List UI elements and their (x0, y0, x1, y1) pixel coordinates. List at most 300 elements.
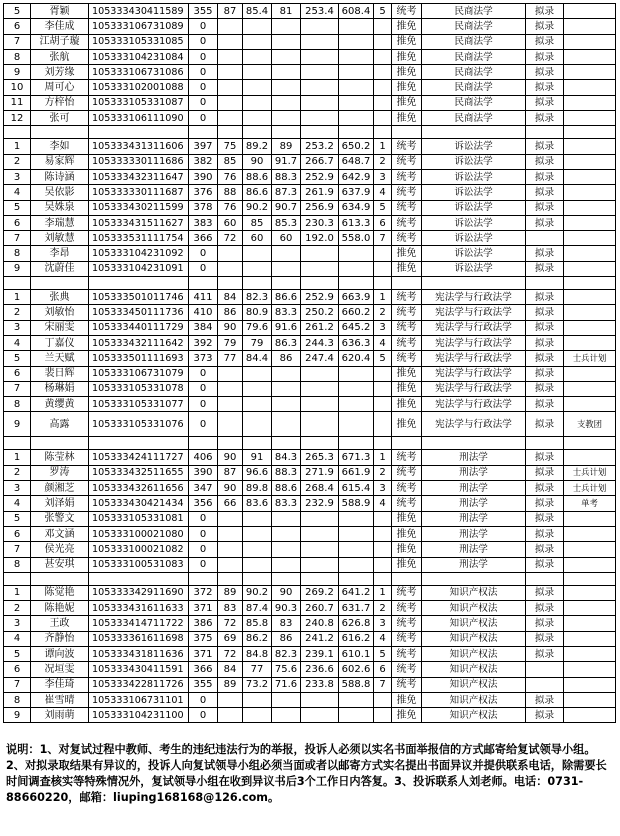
exam-id-cell: 105333104231084 (89, 49, 189, 64)
retest-total-cell (301, 511, 339, 526)
major-cell: 民商法学 (422, 111, 526, 126)
prelim-score-cell: 0 (189, 381, 218, 396)
major-cell: 民商法学 (422, 65, 526, 80)
overall-total-cell (339, 80, 374, 95)
retest-total-cell: 261.2 (301, 320, 339, 335)
score-4-cell: 88.6 (272, 481, 301, 496)
major-cell: 知识产权法 (422, 585, 526, 600)
name-cell: 周可心 (31, 80, 89, 95)
rank-cell (374, 95, 392, 110)
retest-total-cell: 241.2 (301, 631, 339, 646)
table-row (4, 215, 616, 230)
score-2-cell: 87 (218, 465, 243, 480)
score-3-cell (243, 708, 272, 723)
retest-total-cell (301, 34, 339, 49)
separator-cell (218, 437, 243, 450)
retest-total-cell: 232.9 (301, 496, 339, 511)
rank-cell (374, 261, 392, 276)
remark-cell (564, 708, 616, 723)
score-4-cell: 88.3 (272, 169, 301, 184)
admission-type-cell: 统考 (392, 4, 422, 19)
admission-type-cell: 统考 (392, 185, 422, 200)
table-row (4, 231, 616, 246)
exam-id-cell: 105333330111686 (89, 154, 189, 169)
overall-total-cell (339, 246, 374, 261)
score-4-cell: 86.3 (272, 335, 301, 350)
remark-cell (564, 381, 616, 396)
overall-total-cell: 631.7 (339, 601, 374, 616)
overall-total-cell: 636.3 (339, 335, 374, 350)
exam-id-cell: 105333431511627 (89, 215, 189, 230)
major-cell: 宪法学与行政法学 (422, 320, 526, 335)
remark-cell: 士兵计划 (564, 465, 616, 480)
score-3-cell: 86.2 (243, 631, 272, 646)
score-2-cell: 84 (218, 290, 243, 305)
seq-cell: 8 (4, 557, 31, 572)
retest-total-cell: 247.4 (301, 351, 339, 366)
name-cell: 刘雨萌 (31, 708, 89, 723)
rank-cell: 2 (374, 465, 392, 480)
score-4-cell (272, 557, 301, 572)
exam-id-cell: 105333432511655 (89, 465, 189, 480)
seq-cell: 6 (4, 662, 31, 677)
major-cell: 知识产权法 (422, 631, 526, 646)
separator-cell (374, 572, 392, 585)
exam-id-cell: 105333104231092 (89, 246, 189, 261)
remark-cell (564, 450, 616, 465)
table-row (4, 4, 616, 19)
seq-cell: 1 (4, 139, 31, 154)
score-4-cell (272, 708, 301, 723)
seq-cell: 2 (4, 305, 31, 320)
exam-id-cell: 105333106731086 (89, 65, 189, 80)
admission-type-cell: 推免 (392, 542, 422, 557)
score-4-cell: 60 (272, 231, 301, 246)
exam-id-cell: 105333430411589 (89, 4, 189, 19)
admission-type-cell: 统考 (392, 677, 422, 692)
remark-cell (564, 526, 616, 541)
score-3-cell: 91 (243, 450, 272, 465)
score-3-cell (243, 19, 272, 34)
separator-cell (243, 277, 272, 290)
retest-total-cell: 244.3 (301, 335, 339, 350)
prelim-score-cell: 384 (189, 320, 218, 335)
separator-cell (272, 437, 301, 450)
rank-cell: 7 (374, 231, 392, 246)
admission-type-cell: 统考 (392, 335, 422, 350)
result-cell: 拟录 (526, 542, 564, 557)
name-cell: 宋丽雯 (31, 320, 89, 335)
separator-cell (564, 277, 616, 290)
overall-total-cell: 648.7 (339, 154, 374, 169)
remark-cell (564, 305, 616, 320)
rank-cell: 4 (374, 631, 392, 646)
result-cell: 拟录 (526, 450, 564, 465)
admission-type-cell: 统考 (392, 351, 422, 366)
remark-cell (564, 139, 616, 154)
prelim-score-cell: 0 (189, 95, 218, 110)
score-4-cell: 91.6 (272, 320, 301, 335)
admission-type-cell: 推免 (392, 49, 422, 64)
admission-list-sheet (3, 3, 615, 804)
major-cell: 诉讼法学 (422, 200, 526, 215)
remark-cell (564, 200, 616, 215)
table-row (4, 511, 616, 526)
retest-total-cell: 266.7 (301, 154, 339, 169)
score-2-cell: 89 (218, 677, 243, 692)
overall-total-cell: 645.2 (339, 320, 374, 335)
table-row (4, 496, 616, 511)
admission-type-cell: 统考 (392, 496, 422, 511)
overall-total-cell (339, 397, 374, 412)
remark-cell (564, 185, 616, 200)
retest-total-cell: 250.2 (301, 305, 339, 320)
rank-cell (374, 381, 392, 396)
score-4-cell: 84.3 (272, 450, 301, 465)
rank-cell: 6 (374, 215, 392, 230)
prelim-score-cell: 411 (189, 290, 218, 305)
separator-cell (526, 437, 564, 450)
separator-cell (4, 126, 31, 139)
score-4-cell: 88.3 (272, 465, 301, 480)
rank-cell: 3 (374, 169, 392, 184)
group-separator-row (4, 437, 616, 450)
exam-id-cell: 105333106111090 (89, 111, 189, 126)
prelim-score-cell: 0 (189, 397, 218, 412)
admission-type-cell: 统考 (392, 200, 422, 215)
table-row (4, 708, 616, 723)
score-3-cell: 85 (243, 215, 272, 230)
seq-cell: 5 (4, 511, 31, 526)
prelim-score-cell: 355 (189, 4, 218, 19)
seq-cell: 12 (4, 111, 31, 126)
retest-total-cell (301, 95, 339, 110)
remark-cell (564, 601, 616, 616)
score-4-cell (272, 381, 301, 396)
score-4-cell (272, 366, 301, 381)
retest-total-cell: 271.9 (301, 465, 339, 480)
score-3-cell: 85.4 (243, 4, 272, 19)
score-3-cell: 86.6 (243, 185, 272, 200)
table-row (4, 154, 616, 169)
admission-type-cell: 推免 (392, 557, 422, 572)
seq-cell: 3 (4, 481, 31, 496)
score-2-cell: 75 (218, 139, 243, 154)
remark-cell (564, 585, 616, 600)
remark-cell (564, 616, 616, 631)
table-body (4, 4, 616, 723)
name-cell: 陈诗涵 (31, 169, 89, 184)
admission-type-cell: 统考 (392, 231, 422, 246)
major-cell: 诉讼法学 (422, 139, 526, 154)
separator-cell (301, 572, 339, 585)
separator-cell (218, 126, 243, 139)
retest-total-cell (301, 381, 339, 396)
name-cell: 刘芳缘 (31, 65, 89, 80)
overall-total-cell (339, 111, 374, 126)
seq-cell: 3 (4, 616, 31, 631)
admission-type-cell: 统考 (392, 481, 422, 496)
result-cell: 拟录 (526, 139, 564, 154)
prelim-score-cell: 0 (189, 246, 218, 261)
prelim-score-cell: 406 (189, 450, 218, 465)
prelim-score-cell: 371 (189, 601, 218, 616)
prelim-score-cell: 0 (189, 34, 218, 49)
score-4-cell: 75.6 (272, 662, 301, 677)
result-cell: 拟录 (526, 169, 564, 184)
remark-cell (564, 169, 616, 184)
separator-cell (243, 437, 272, 450)
admission-type-cell: 推免 (392, 95, 422, 110)
overall-total-cell (339, 511, 374, 526)
separator-cell (243, 126, 272, 139)
retest-total-cell (301, 412, 339, 437)
result-cell: 拟录 (526, 80, 564, 95)
separator-cell (4, 277, 31, 290)
retest-total-cell: 256.9 (301, 200, 339, 215)
separator-cell (339, 572, 374, 585)
score-4-cell (272, 49, 301, 64)
separator-cell (272, 126, 301, 139)
seq-cell: 7 (4, 677, 31, 692)
score-2-cell (218, 80, 243, 95)
retest-total-cell: 239.1 (301, 646, 339, 661)
name-cell: 王政 (31, 616, 89, 631)
name-cell: 刘泽娟 (31, 496, 89, 511)
admission-type-cell: 推免 (392, 246, 422, 261)
admission-type-cell: 统考 (392, 290, 422, 305)
exam-id-cell: 105333105331078 (89, 381, 189, 396)
result-cell (526, 662, 564, 677)
result-cell: 拟录 (526, 215, 564, 230)
prelim-score-cell: 373 (189, 351, 218, 366)
exam-id-cell: 105333105331085 (89, 34, 189, 49)
overall-total-cell: 661.9 (339, 465, 374, 480)
admission-type-cell: 推免 (392, 381, 422, 396)
name-cell: 张航 (31, 49, 89, 64)
score-3-cell: 96.6 (243, 465, 272, 480)
exam-id-cell: 105333431611633 (89, 601, 189, 616)
result-cell: 拟录 (526, 708, 564, 723)
score-2-cell: 76 (218, 200, 243, 215)
score-3-cell: 88.6 (243, 169, 272, 184)
rank-cell (374, 19, 392, 34)
separator-cell (189, 572, 218, 585)
major-cell: 诉讼法学 (422, 231, 526, 246)
seq-cell: 8 (4, 692, 31, 707)
table-row (4, 412, 616, 437)
remark-cell (564, 261, 616, 276)
admission-type-cell: 推免 (392, 526, 422, 541)
seq-cell: 2 (4, 465, 31, 480)
separator-cell (564, 572, 616, 585)
score-4-cell (272, 111, 301, 126)
score-3-cell: 84.8 (243, 646, 272, 661)
rank-cell (374, 692, 392, 707)
admission-table (3, 3, 616, 723)
score-3-cell: 90 (243, 154, 272, 169)
score-4-cell: 90.3 (272, 601, 301, 616)
table-row (4, 557, 616, 572)
table-row (4, 465, 616, 480)
retest-total-cell (301, 526, 339, 541)
result-cell: 拟录 (526, 335, 564, 350)
retest-total-cell: 233.8 (301, 677, 339, 692)
admission-type-cell: 统考 (392, 139, 422, 154)
group-separator-row (4, 572, 616, 585)
major-cell: 民商法学 (422, 34, 526, 49)
score-3-cell (243, 692, 272, 707)
overall-total-cell: 558.0 (339, 231, 374, 246)
score-4-cell (272, 692, 301, 707)
table-row (4, 261, 616, 276)
seq-cell: 3 (4, 320, 31, 335)
score-4-cell: 83.3 (272, 305, 301, 320)
separator-cell (218, 572, 243, 585)
separator-cell (392, 572, 422, 585)
major-cell: 宪法学与行政法学 (422, 381, 526, 396)
separator-cell (374, 277, 392, 290)
prelim-score-cell: 347 (189, 481, 218, 496)
exam-id-cell: 105333531111754 (89, 231, 189, 246)
overall-total-cell: 663.9 (339, 290, 374, 305)
seq-cell: 6 (4, 526, 31, 541)
table-row (4, 290, 616, 305)
overall-total-cell (339, 65, 374, 80)
name-cell: 况垣雯 (31, 662, 89, 677)
score-3-cell: 90.2 (243, 200, 272, 215)
remark-cell (564, 320, 616, 335)
separator-cell (526, 277, 564, 290)
rank-cell (374, 34, 392, 49)
exam-id-cell: 105333440111729 (89, 320, 189, 335)
remark-cell (564, 557, 616, 572)
separator-cell (89, 572, 189, 585)
major-cell: 刑法学 (422, 496, 526, 511)
table-row (4, 95, 616, 110)
separator-cell (526, 126, 564, 139)
separator-cell (272, 277, 301, 290)
score-3-cell: 77 (243, 662, 272, 677)
result-cell: 拟录 (526, 351, 564, 366)
name-cell: 刘敏怡 (31, 305, 89, 320)
table-row (4, 601, 616, 616)
rank-cell (374, 366, 392, 381)
admission-type-cell: 统考 (392, 662, 422, 677)
exam-id-cell: 105333330111687 (89, 185, 189, 200)
separator-cell (526, 572, 564, 585)
overall-total-cell (339, 708, 374, 723)
score-3-cell (243, 95, 272, 110)
separator-cell (564, 126, 616, 139)
major-cell: 知识产权法 (422, 692, 526, 707)
rank-cell (374, 511, 392, 526)
overall-total-cell: 615.4 (339, 481, 374, 496)
score-3-cell (243, 49, 272, 64)
seq-cell: 9 (4, 65, 31, 80)
remark-cell (564, 111, 616, 126)
rank-cell: 5 (374, 351, 392, 366)
rank-cell (374, 65, 392, 80)
rank-cell (374, 557, 392, 572)
name-cell: 齐静怡 (31, 631, 89, 646)
score-2-cell (218, 34, 243, 49)
name-cell: 谭向波 (31, 646, 89, 661)
rank-cell (374, 542, 392, 557)
separator-cell (301, 277, 339, 290)
table-row (4, 542, 616, 557)
score-2-cell: 87 (218, 4, 243, 19)
table-row (4, 585, 616, 600)
result-cell: 拟录 (526, 320, 564, 335)
admission-type-cell: 统考 (392, 450, 422, 465)
prelim-score-cell: 382 (189, 154, 218, 169)
separator-cell (392, 437, 422, 450)
name-cell: 吴依影 (31, 185, 89, 200)
admission-type-cell: 统考 (392, 169, 422, 184)
name-cell: 甚安琪 (31, 557, 89, 572)
admission-type-cell: 推免 (392, 80, 422, 95)
rank-cell: 1 (374, 290, 392, 305)
separator-cell (243, 572, 272, 585)
exam-id-cell: 105333431311606 (89, 139, 189, 154)
exam-id-cell: 105333432111642 (89, 335, 189, 350)
seq-cell: 6 (4, 19, 31, 34)
exam-id-cell: 105333106731079 (89, 366, 189, 381)
remark-cell: 士兵计划 (564, 481, 616, 496)
major-cell: 刑法学 (422, 450, 526, 465)
result-cell: 拟录 (526, 200, 564, 215)
major-cell: 民商法学 (422, 19, 526, 34)
score-4-cell: 90 (272, 585, 301, 600)
seq-cell: 5 (4, 200, 31, 215)
name-cell: 崔雪晴 (31, 692, 89, 707)
score-2-cell: 88 (218, 185, 243, 200)
score-2-cell: 60 (218, 215, 243, 230)
result-cell: 拟录 (526, 412, 564, 437)
rank-cell (374, 49, 392, 64)
remark-cell (564, 397, 616, 412)
overall-total-cell: 671.3 (339, 450, 374, 465)
prelim-score-cell: 410 (189, 305, 218, 320)
name-cell: 方梓怡 (31, 95, 89, 110)
name-cell: 李佳成 (31, 19, 89, 34)
name-cell: 李瑞慧 (31, 215, 89, 230)
prelim-score-cell: 0 (189, 80, 218, 95)
result-cell: 拟录 (526, 290, 564, 305)
remark-cell (564, 34, 616, 49)
remark-cell (564, 80, 616, 95)
table-row (4, 246, 616, 261)
remark-cell (564, 662, 616, 677)
remark-cell (564, 366, 616, 381)
remark-cell (564, 49, 616, 64)
result-cell: 拟录 (526, 261, 564, 276)
admission-type-cell: 推免 (392, 65, 422, 80)
overall-total-cell: 588.9 (339, 496, 374, 511)
major-cell: 刑法学 (422, 526, 526, 541)
score-2-cell: 77 (218, 351, 243, 366)
major-cell: 知识产权法 (422, 677, 526, 692)
exam-id-cell: 105333430421434 (89, 496, 189, 511)
score-4-cell (272, 65, 301, 80)
major-cell: 刑法学 (422, 511, 526, 526)
separator-cell (339, 126, 374, 139)
retest-total-cell: 252.9 (301, 290, 339, 305)
result-cell: 拟录 (526, 465, 564, 480)
score-2-cell (218, 381, 243, 396)
separator-cell (4, 572, 31, 585)
